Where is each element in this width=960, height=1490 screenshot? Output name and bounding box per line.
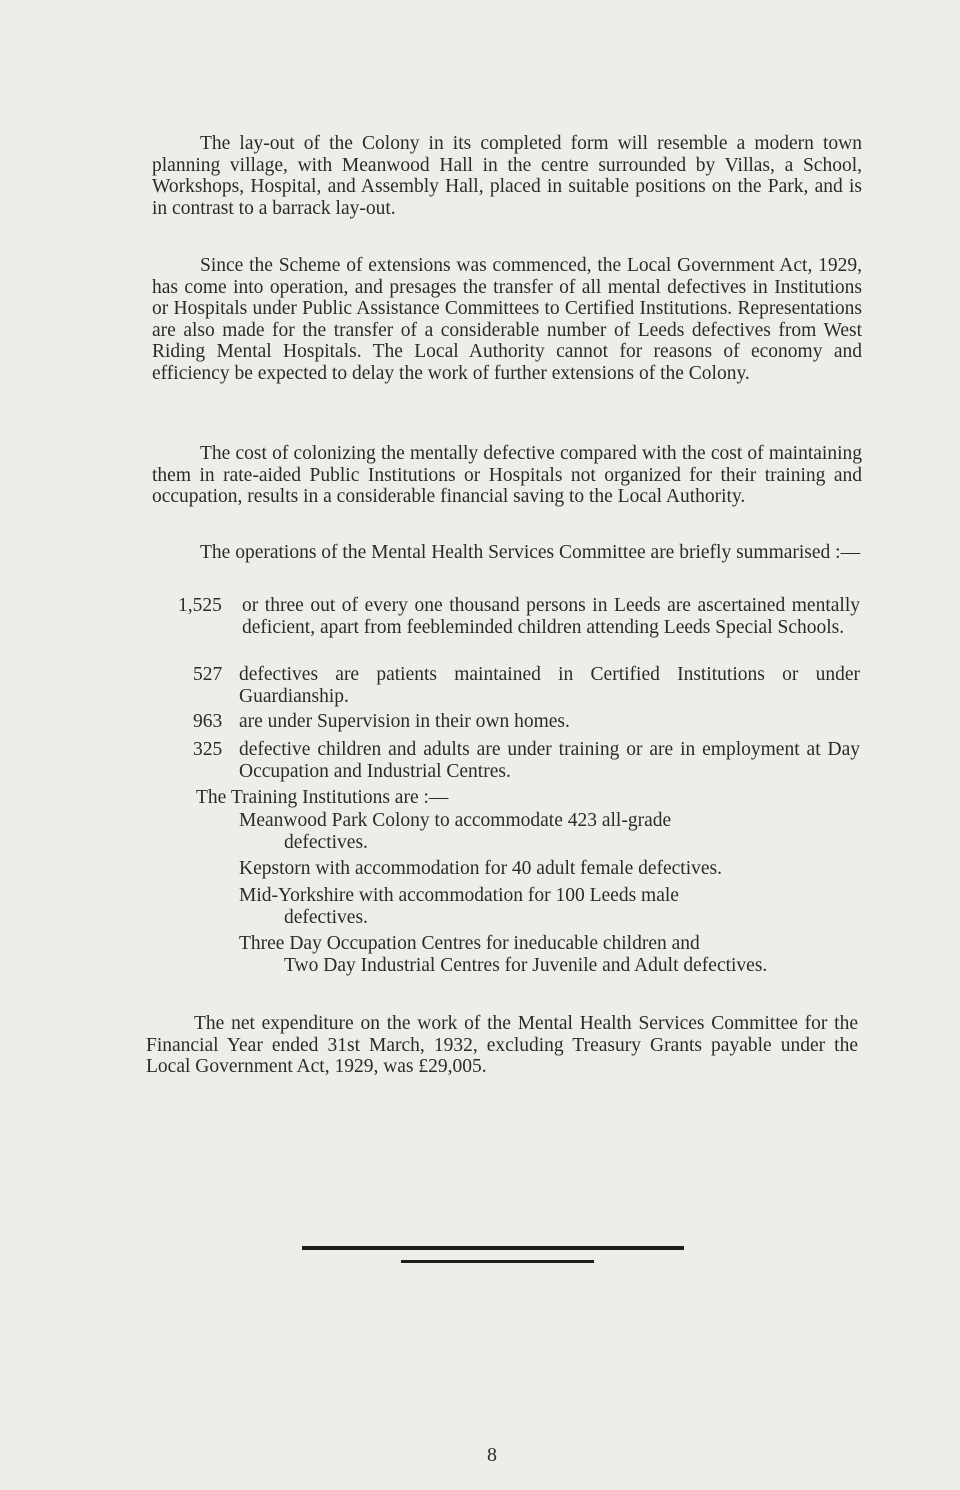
summary-item: [193, 664, 860, 707]
training-institution-item: [239, 858, 859, 880]
paragraph-layout: [152, 133, 862, 219]
paragraph: The operations of the Mental Health Services Committee are briefly summarised :—: [200, 542, 861, 563]
training-institutions-heading: The Training Institutions are :—: [196, 787, 449, 808]
summary-number: 1,525: [178, 595, 222, 616]
paragraph: The net expenditure on the work of the Mental Health Services Committee for the Financial Year ended 31st March, 1932, excluding Treasury Grants payable under the Local Government Act, 1929, was £29,005.: [146, 1013, 858, 1077]
training-institution-item: [239, 810, 859, 853]
divider-rule-short: [401, 1260, 594, 1263]
summary-text: or three out of every one thousand persons in Leeds are ascertained mentally deficient, apart from feebleminded children attending Leeds Special Schools.: [242, 595, 860, 638]
paragraph: The cost of colonizing the mentally defective compared with the cost of maintaining them in rate-aided Public Institutions or Hospitals not organized for their training and occupation, results in a considerable financial saving to the Local Authority.: [152, 443, 862, 507]
paragraph-local-government-act: [152, 255, 862, 384]
institution-line: Mid-Yorkshire with accommodation for 100 Leeds male: [239, 885, 679, 906]
training-institution-item: [239, 885, 859, 928]
summary-text: defectives are patients maintained in Certified Institutions or under Guardianship.: [239, 664, 860, 707]
divider-rule-long: [302, 1246, 684, 1250]
summary-number: 963: [193, 711, 223, 732]
summary-number: 325: [193, 739, 223, 760]
paragraph: Since the Scheme of extensions was commenced, the Local Government Act, 1929, has come into operation, and presages the transfer of all mental defectives in Institutions or Hospitals under Public Assistance Committees to Certified Institutions. Representations are also made for the transfer of a considerable number of Leeds defectives from West Riding Mental Hospitals. The Local Authority cannot for reasons of economy and efficiency be expected to delay the work of further extensions of the Colony.: [152, 255, 862, 384]
paragraph-cost: [152, 443, 862, 508]
paragraph-net-expenditure: [146, 1013, 858, 1078]
summary-item: [193, 711, 860, 733]
summary-item: [193, 739, 860, 782]
page-number: 8: [487, 1444, 497, 1466]
institution-continuation: defectives.: [284, 831, 368, 853]
paragraph: The lay-out of the Colony in its completed form will resemble a modern town planning village, with Meanwood Hall in the centre surrounded by Villas, a School, Workshops, Hospital, and Assembly Hall, placed in suitable positions on the Park, and is in contrast to a barrack lay-out.: [152, 133, 862, 219]
summary-number: 527: [193, 664, 223, 685]
institution-continuation: defectives.: [284, 906, 368, 928]
summary-text: defective children and adults are under training or are in employment at Day Occupation and Industrial Centres.: [239, 739, 860, 782]
summary-text: are under Supervision in their own homes.: [239, 711, 570, 732]
institution-line: Kepstorn with accommodation for 40 adult female defectives.: [239, 858, 723, 879]
summary-item: [178, 595, 860, 638]
institution-continuation: Two Day Industrial Centres for Juvenile and Adult defectives.: [284, 954, 768, 976]
institution-line: Three Day Occupation Centres for ineducable children and: [239, 933, 700, 954]
institution-line: Meanwood Park Colony to accommodate 423 all-grade: [239, 810, 672, 831]
training-institution-item: [239, 933, 859, 976]
paragraph-operations: [152, 542, 862, 564]
